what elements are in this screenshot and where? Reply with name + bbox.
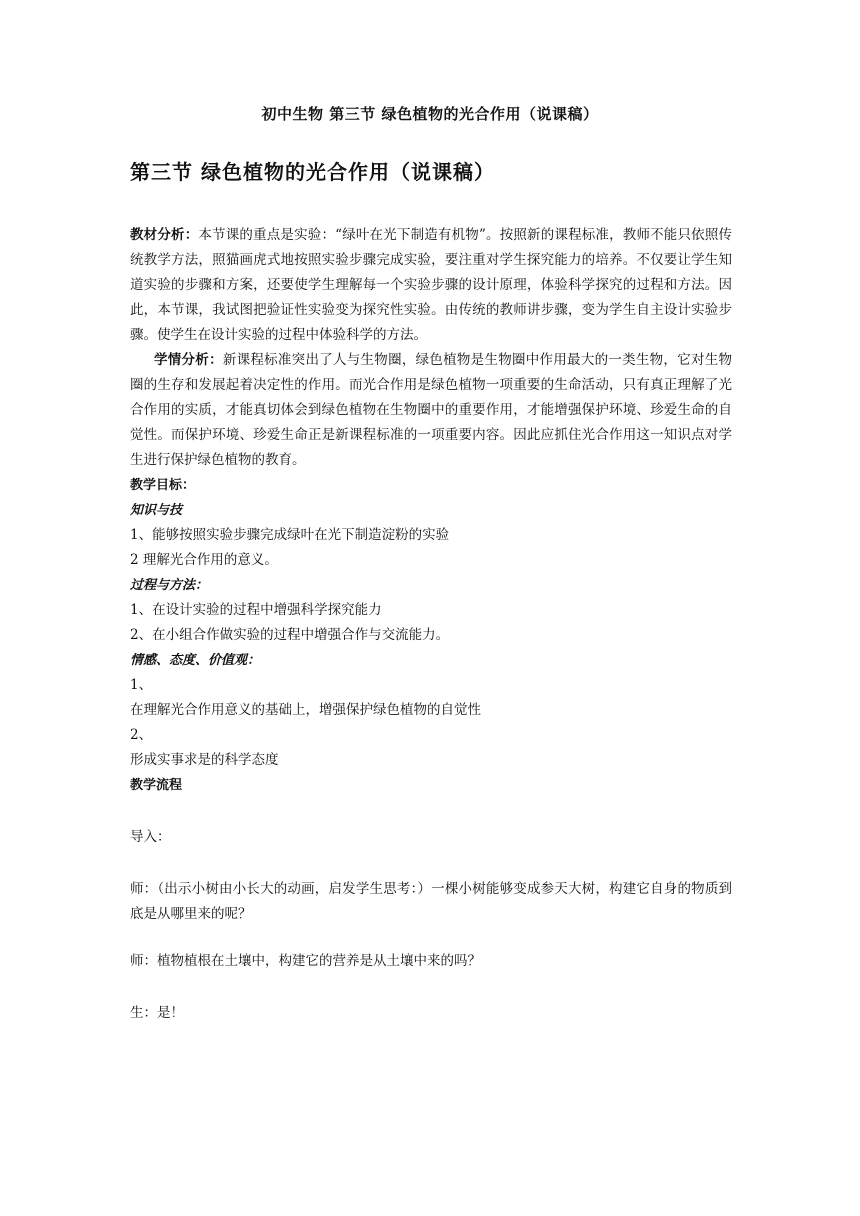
emotion-line: 在理解光合作用意义的基础上，增强保护绿色植物的自觉性 <box>130 702 481 718</box>
knowledge-item: 1、能够按照实验步骤完成绿叶在光下制造淀粉的实验 <box>130 527 450 543</box>
teacher-line: 师：植物植根在土壤中，构建它的营养是从土壤中来的吗？ <box>130 953 481 969</box>
knowledge-item: 2 理解光合作用的意义。 <box>130 552 278 568</box>
process-item: 2、在小组合作做实验的过程中增强合作与交流能力。 <box>130 627 450 643</box>
teacher-line: 师：（出示小树由小长大的动画，启发学生思考：）一棵小树能够变成参天大树，构建它自身的物质到底是从哪里来的呢？ <box>130 881 732 922</box>
process-item: 1、在设计实验的过程中增强科学探究能力 <box>130 602 382 618</box>
textbook-analysis-paragraph <box>130 223 732 348</box>
emotion-line: 1、 <box>130 677 153 693</box>
goals-title: 教学目标： <box>130 478 196 493</box>
learner-analysis-text: 新课程标准突出了人与生物圈，绿色植物是生物圈中作用最大的一类生物，它对生物圈的生存和发展起着决定性的作用。而光合作用是绿色植物一项重要的生命活动，只有真正理解了光合作用的实质，才能真切体会到绿色植物在生物圈中的重要作用，才能增强保护环境、珍爱生命的自觉性。而保护环境、珍爱生命正是新课程标准的一项重要内容。因此应抓住光合作用这一知识点对学生进行保护绿色植物的教育。 <box>130 352 733 468</box>
emotion-line: 形成实事求是的科学态度 <box>130 752 279 768</box>
textbook-analysis-label: 教材分析： <box>130 227 199 243</box>
document-header: 初中生物 第三节 绿色植物的光合作用（说课稿） <box>261 105 599 123</box>
textbook-analysis-text: 本节课的重点是实验：“绿叶在光下制造有机物”。按照新的课程标准，教师不能只依照传统教学方法，照猫画虎式地按照实验步骤完成实验，要注重对学生探究能力的培养。不仅要让学生知道实验的步骤和方案，还要使学生理解每一个实验步骤的设计原理，体验科学探究的过程和方法。因此，本节课，我试图把验证性实验变为探究性实验。由传统的教师讲步骤，变为学生自主设计实验步骤。使学生在设计实验的过程中体验科学的方法。 <box>130 227 732 343</box>
document-body <box>130 223 732 1026</box>
emotion-title: 情感、态度、价值观： <box>130 653 261 668</box>
intro-label: 导入： <box>130 829 171 845</box>
learner-analysis-paragraph <box>130 348 732 473</box>
flow-title: 教学流程 <box>130 778 183 793</box>
process-title: 过程与方法： <box>130 578 209 593</box>
learner-analysis-label: 学情分析： <box>154 352 223 368</box>
student-line: 生：是！ <box>130 1005 184 1021</box>
knowledge-title: 知识与技 <box>130 503 183 518</box>
section-title: 第三节 绿色植物的光合作用（说课稿） <box>130 160 495 184</box>
emotion-line: 2、 <box>130 727 153 743</box>
